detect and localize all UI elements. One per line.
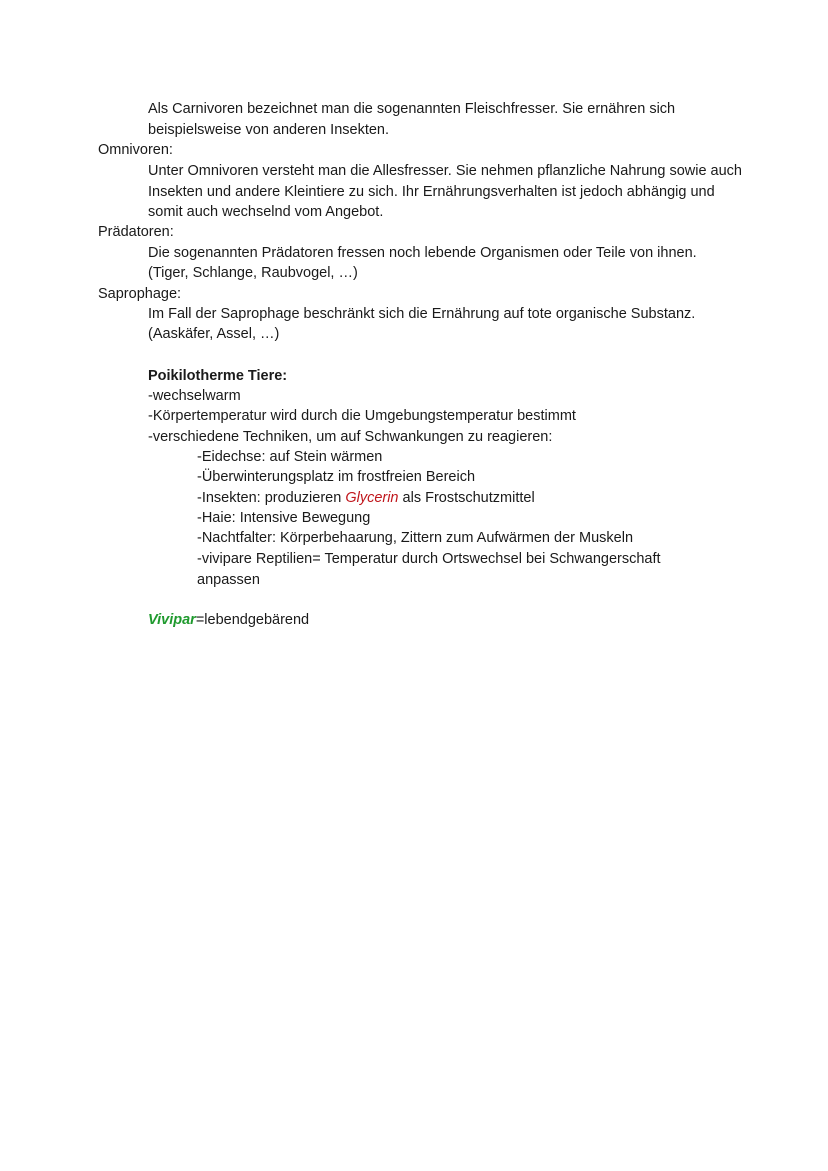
technique-eidechse: -Eidechse: auf Stein wärmen <box>197 449 383 465</box>
technique-reptilien: -vivipare Reptilien= Temperatur durch Ortswechsel bei Schwangerschaft anpassen <box>197 551 661 588</box>
saprophage-definition: Im Fall der Saprophage beschränkt sich die Ernährung auf tote organische Substanz. <box>148 306 696 322</box>
poikilotherm-point: -Körpertemperatur wird durch die Umgebungstemperatur bestimmt <box>148 408 576 424</box>
vivipar-term: Vivipar <box>148 612 196 628</box>
saprophage-heading: Saprophage: <box>98 286 182 302</box>
vivipar-meaning: =lebendgebärend <box>195 612 310 628</box>
praedatoren-definition: Die sogenannten Prädatoren fressen noch lebende Organismen oder Teile von ihnen. <box>148 245 697 261</box>
praedatoren-examples: (Tiger, Schlange, Raubvogel, …) <box>148 265 358 281</box>
praedatoren-heading: Prädatoren: <box>98 224 174 240</box>
technique-haie: -Haie: Intensive Bewegung <box>197 510 371 526</box>
technique-nachtfalter: -Nachtfalter: Körperbehaarung, Zittern zum Aufwärmen der Muskeln <box>197 530 634 546</box>
technique-insekten <box>197 488 757 509</box>
saprophage-examples: (Aaskäfer, Assel, …) <box>148 326 280 342</box>
technique-ueberwinterung: -Überwinterungsplatz im frostfreien Bereich <box>197 469 476 485</box>
glycerin-term: Glycerin <box>345 490 399 506</box>
poikilotherm-heading: Poikilotherme Tiere: <box>148 368 288 384</box>
carnivoren-definition: Als Carnivoren bezeichnet man die sogenannten Fleischfresser. Sie ernähren sich beispielsweise von anderen Insekten. <box>148 101 676 138</box>
poikilotherm-point: -verschiedene Techniken, um auf Schwankungen zu reagieren: <box>148 429 553 445</box>
omnivoren-heading: Omnivoren: <box>98 142 173 158</box>
omnivoren-definition: Unter Omnivoren versteht man die Allesfresser. Sie nehmen pflanzliche Nahrung sowie auch Insekten und andere Kleintiere zu sich. Ihr Ernährungsverhalten ist jedoch abhängig und somit auch wechselnd vom Angebot. <box>148 163 742 220</box>
poikilotherm-point: -wechselwarm <box>148 388 241 404</box>
insekten-prefix: -Insekten: produzieren <box>197 490 346 506</box>
vivipar-definition <box>148 610 748 631</box>
insekten-suffix: als Frostschutzmittel <box>398 490 535 506</box>
